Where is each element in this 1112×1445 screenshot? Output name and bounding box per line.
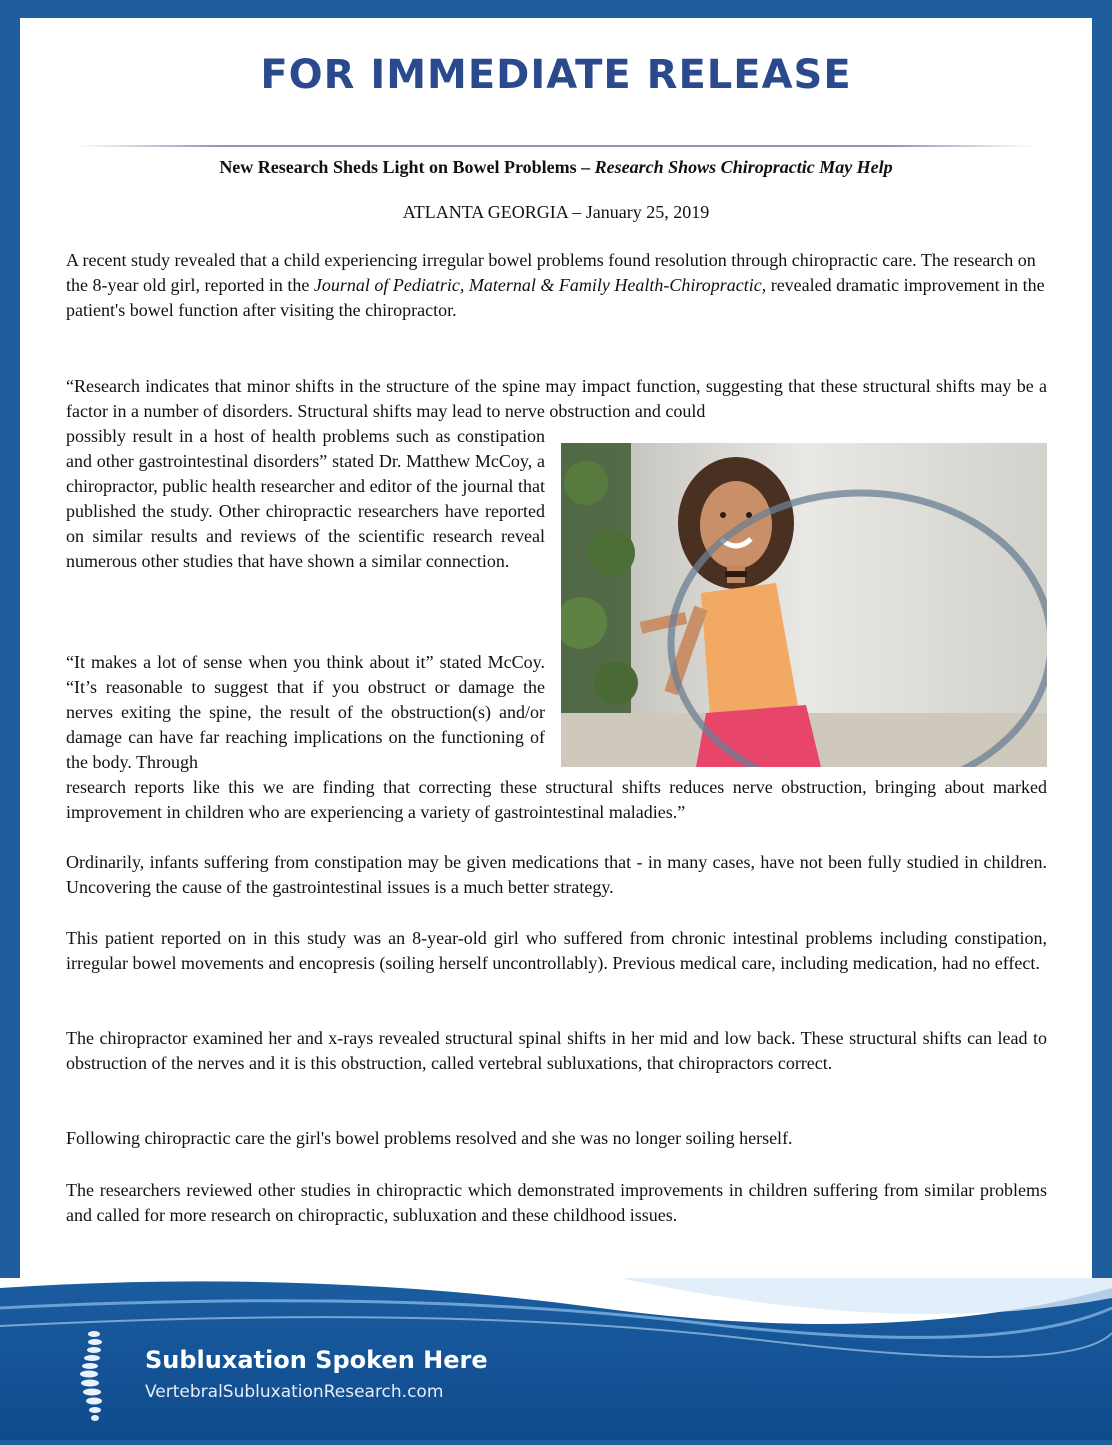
title-divider bbox=[75, 145, 1035, 147]
girl-with-hula-hoop-photo bbox=[561, 443, 1047, 767]
paragraph-2-wrap: possibly result in a host of health problems such as constipation and other gastrointestinal disorders” stated Dr. Matthew McCoy, a chiropractor, public health researcher and editor of the journal that published the study. Other chiropractic researchers have reported on similar results and reviews of the scientific research reveal numerous other studies that have shown a similar connection. bbox=[66, 426, 545, 571]
paragraph-6: The chiropractor examined her and x-rays revealed structural spinal shifts in her mid and low back. These structural shifts can lead to obstruction of the nerves and it is this obstruction, called vertebral subluxations, that chiropractors correct. bbox=[66, 1028, 1047, 1073]
photo-illustration bbox=[561, 443, 1047, 767]
journal-name: Journal of Pediatric, Maternal & Family Health-Chiropractic bbox=[313, 275, 762, 295]
paragraph-1-text-a: A recent study revealed that a child experiencing irregular bowel problems found resolution through chiropractic care. The research on the 8-year old girl, reported in the bbox=[66, 250, 1036, 295]
paragraph-1-text-b: , revealed dramatic improvement in the patient's bowel function after visiting the chiropractor. bbox=[66, 275, 1045, 320]
headline-italic: Research Shows Chiropractic May Help bbox=[594, 157, 893, 177]
spine-icon bbox=[70, 1328, 114, 1424]
headline-main: New Research Sheds Light on Bowel Problems – bbox=[219, 157, 595, 177]
footer-url[interactable]: VertebralSubluxationResearch.com bbox=[145, 1382, 444, 1402]
paragraph-2-lead: “Research indicates that minor shifts in the structure of the spine may impact function, suggesting that these structural shifts may be a factor in a number of disorders. Structural shifts may lead to nerve obstruction and could bbox=[66, 376, 1047, 421]
paragraph-4: Ordinarily, infants suffering from constipation may be given medications that - in many cases, have not been fully studied in children. Uncovering the cause of the gastrointestinal issues is a much better strategy. bbox=[66, 852, 1047, 897]
paragraph-5: This patient reported on in this study was an 8-year-old girl who suffered from chronic intestinal problems including constipation, irregular bowel movements and encopresis (soiling herself uncontrollably). Previous medical care, including medication, had no effect. bbox=[66, 928, 1047, 973]
paragraph-3-wrap: “It makes a lot of sense when you think about it” stated McCoy. “It’s reasonable to suggest that if you obstruct or damage the nerves exiting the spine, the result of the obstruction(s) and/or damage can have far reaching implications on the functioning of the body. Through bbox=[66, 652, 545, 772]
release-title: FOR IMMEDIATE RELEASE bbox=[260, 52, 852, 98]
dateline: ATLANTA GEORGIA – January 25, 2019 bbox=[402, 202, 710, 222]
footer-brand: Subluxation Spoken Here bbox=[145, 1346, 488, 1374]
paragraph-3-tail: research reports like this we are finding that correcting these structural shifts reduces nerve obstruction, bringing about marked improvement in children who are experiencing a variety of gastrointestinal maladies.” bbox=[66, 777, 1047, 822]
paragraph-1 bbox=[66, 248, 1047, 323]
headline bbox=[0, 157, 1112, 178]
paragraph-8: The researchers reviewed other studies in chiropractic which demonstrated improvements in children suffering from similar problems and called for more research on chiropractic, subluxation and these childhood issues. bbox=[66, 1180, 1047, 1225]
paragraph-7: Following chiropractic care the girl's bowel problems resolved and she was no longer soiling herself. bbox=[66, 1128, 793, 1148]
